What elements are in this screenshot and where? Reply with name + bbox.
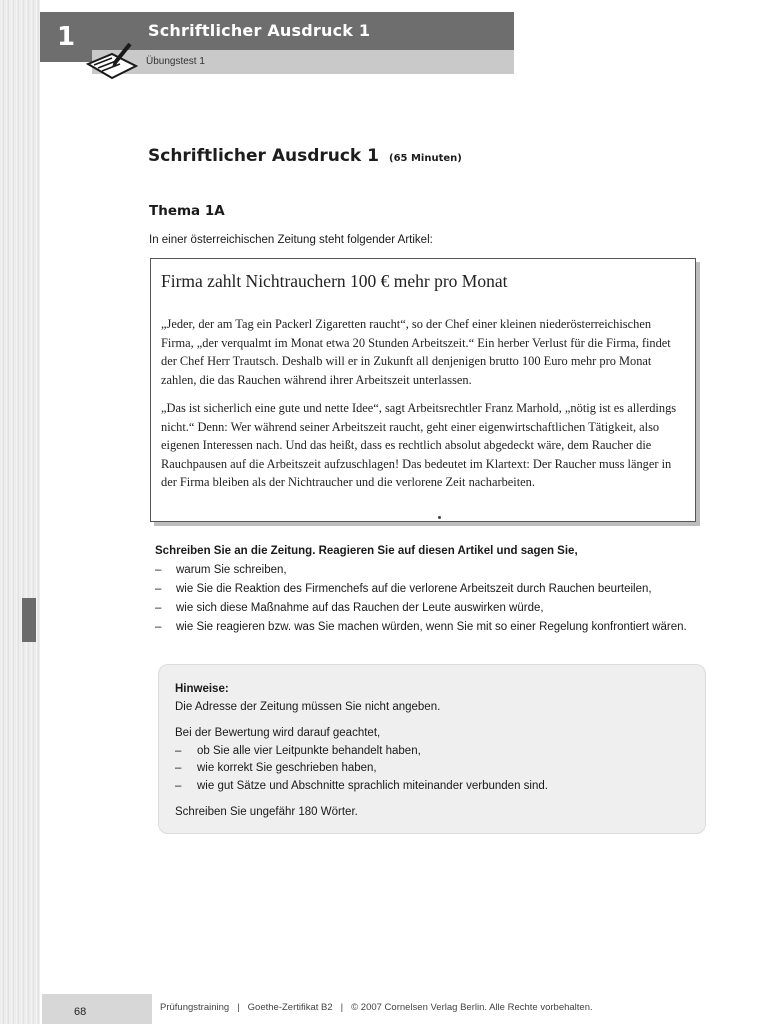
chapter-header-bar	[92, 12, 514, 50]
criteria-intro: Bei der Bewertung wird darauf geachtet,	[175, 727, 381, 739]
criteria-item: – ob Sie alle vier Leitpunkte behandelt haben,	[175, 743, 689, 761]
chapter-title: Schriftlicher Ausdruck 1	[148, 21, 371, 40]
criteria-item: – wie korrekt Sie geschrieben haben,	[175, 760, 689, 778]
footer-copyright: © 2007 Cornelsen Verlag Berlin. Alle Rechte vorbehalten.	[351, 1002, 593, 1013]
article-intro: In einer österreichischen Zeitung steht folgender Artikel:	[149, 234, 433, 246]
page-title	[148, 146, 462, 166]
address-note: Die Adresse der Zeitung müssen Sie nicht angeben.	[175, 700, 441, 713]
article-paragraph: „Jeder, der am Tag ein Packerl Zigaretten raucht“, so der Chef einer kleinen niederösterreichischen Firma, „der verqualmt im Monat etwa 20 Stunden Arbeitszeit.“ Ein herber Verlust für die Firma, findet der Chef Herr Trautsch. Deshalb will er in Zukunft all denjenigen brutto 100 Euro mehr pro Monat zahlen, die das Rauchen während ihrer Arbeitszeit unterlassen.	[161, 317, 671, 387]
writing-pen-icon	[86, 42, 138, 82]
print-speck	[438, 516, 441, 519]
hints-title: Hinweise:	[175, 683, 229, 695]
task-instructions	[155, 542, 695, 637]
criteria-item: – wie gut Sätze und Abschnitte sprachlich miteinander verbunden sind.	[175, 778, 689, 796]
footer-exam: Goethe-Zertifikat B2	[247, 1002, 333, 1013]
test-label: Übungstest 1	[146, 56, 205, 67]
article-paragraph: „Das ist sicherlich eine gute und nette Idee“, sagt Arbeitsrechtler Franz Marhold, „nötig ist es allerdings nicht.“ Denn: Wer während seiner Arbeitszeit raucht, geht einer eigenwirtschaftlichen Tätigkeit, also eigenen Interessen nach. Und das heißt, dass es rechtlich absolut abgedeckt wäre, dem Raucher die Rauchpausen auf die Arbeitszeit aufzuschlagen! Das bedeutet im Klartext: Der Raucher muss länger in der Firma bleiben als der Nichtraucher und die verlorene Zeit nacharbeiten.	[161, 401, 677, 489]
chapter-subheader-bar	[92, 50, 514, 74]
footer-separator: |	[237, 1002, 240, 1013]
footer-info	[160, 1002, 593, 1013]
page-title-text: Schriftlicher Ausdruck 1	[148, 146, 379, 166]
page-number: 68	[74, 1006, 87, 1018]
criteria-list	[175, 743, 689, 796]
task-point: – wie Sie reagieren bzw. was Sie machen würden, wenn Sie mit so einer Regelung konfrontiert wären.	[155, 618, 695, 637]
task-points	[155, 561, 695, 637]
footer-series: Prüfungstraining	[160, 1002, 230, 1013]
task-point: – warum Sie schreiben,	[155, 561, 695, 580]
footer-separator: |	[340, 1002, 344, 1013]
word-count-note: Schreiben Sie ungefähr 180 Wörter.	[175, 806, 358, 818]
task-point: – wie Sie die Reaktion des Firmenchefs auf die verlorene Arbeitszeit durch Rauchen beurteilen,	[155, 580, 695, 599]
hints-box	[158, 664, 706, 834]
book-page-edge	[0, 0, 40, 1024]
article-headline: Firma zahlt Nichtrauchern 100 € mehr pro Monat	[161, 271, 508, 291]
chapter-number: 1	[40, 12, 92, 62]
duration-label: (65 Minuten)	[389, 153, 462, 164]
footer-page-box	[42, 994, 152, 1024]
task-intro: Schreiben Sie an die Zeitung. Reagieren Sie auf diesen Artikel und sagen Sie,	[155, 545, 578, 557]
theme-heading: Thema 1A	[149, 203, 225, 219]
task-point: – wie sich diese Maßnahme auf das Rauchen der Leute auswirken würde,	[155, 599, 695, 618]
newspaper-article	[150, 258, 696, 522]
chapter-edge-marker	[22, 598, 36, 642]
